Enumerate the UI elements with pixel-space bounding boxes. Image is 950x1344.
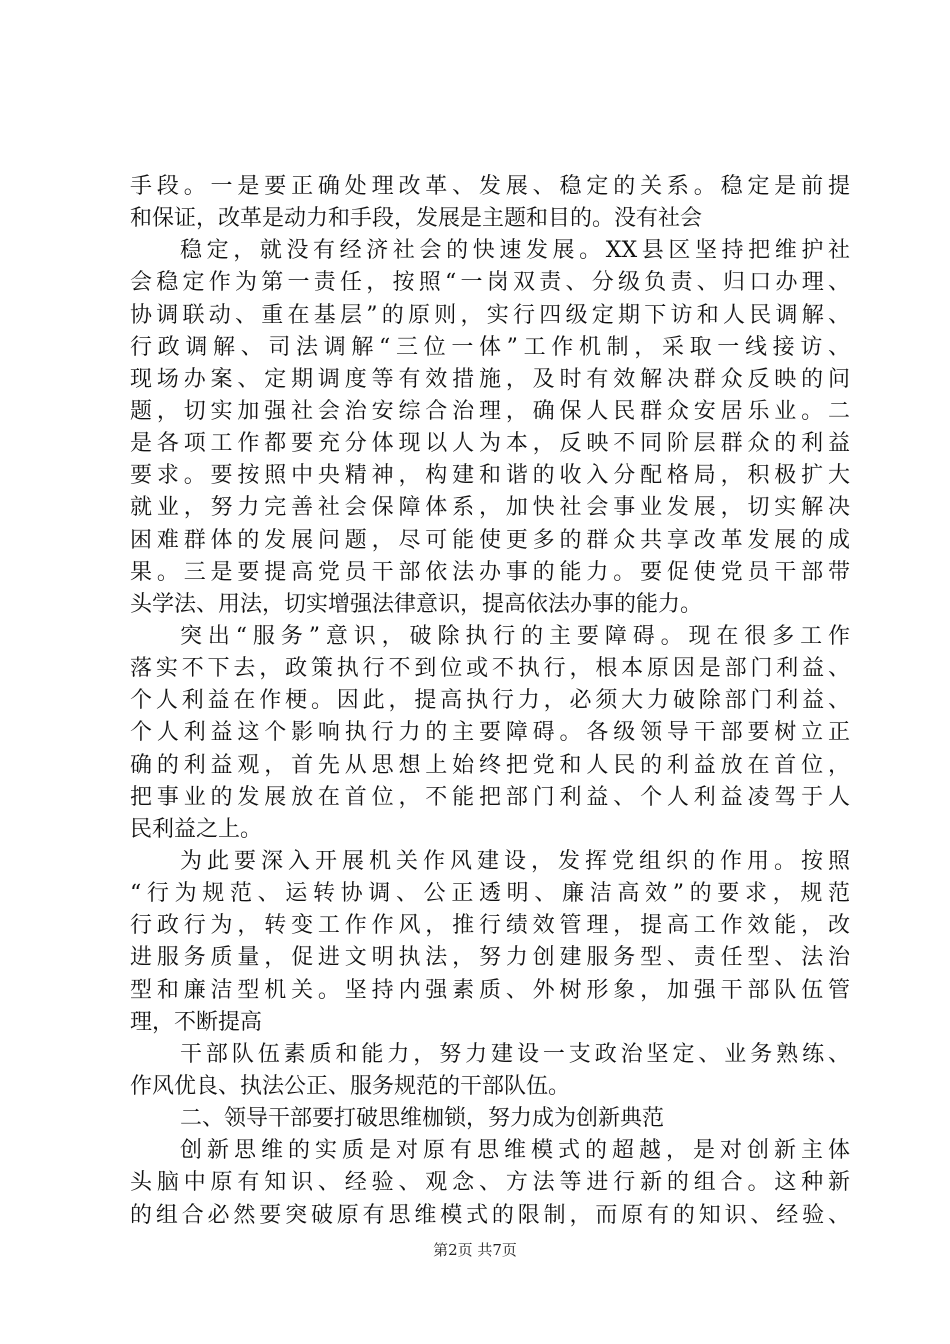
text-line: 的组合必然要突破原有思维模式的限制，而原有的知识、经验、 bbox=[130, 1202, 850, 1228]
text-line: 题，切实加强社会治安综合治理，确保人民群众安居乐业。二 bbox=[130, 398, 850, 424]
text-line: 协调联动、重在基层”的原则，实行四级定期下访和人民调解、 bbox=[130, 302, 850, 328]
text-line: 二、领导干部要打破思维枷锁，努力成为创新典范 bbox=[180, 1106, 665, 1132]
text-line: 现场办案、定期调度等有效措施，及时有效解决群众反映的问 bbox=[130, 366, 850, 392]
page-footer: 第2页 共7页 bbox=[433, 1241, 517, 1259]
text-line: 个人利益这个影响执行力的主要障碍。各级领导干部要树立正 bbox=[130, 720, 850, 746]
text-line: 行政调解、司法调解“三位一体”工作机制，采取一线接访、 bbox=[130, 334, 850, 360]
text-line: 会稳定作为第一责任，按照“一岗双责、分级负责、归口办理、 bbox=[130, 270, 850, 296]
text-line: 是各项工作都要充分体现以人为本，反映不同阶层群众的利益 bbox=[130, 431, 850, 457]
text-line: 把事业的发展放在首位，不能把部门利益、个人利益凌驾于人 bbox=[130, 784, 850, 810]
text-line: “行为规范、运转协调、公正透明、廉洁高效”的要求，规范 bbox=[130, 881, 850, 907]
text-line: 为此要深入开展机关作风建设，发挥党组织的作用。按照 bbox=[180, 848, 850, 874]
text-line: 干部队伍素质和能力，努力建设一支政治坚定、业务熟练、 bbox=[180, 1041, 850, 1067]
text-line: 进服务质量，促进文明执法，努力创建服务型、责任型、法治 bbox=[130, 945, 850, 971]
text-line: 手段。一是要正确处理改革、发展、稳定的关系。稳定是前提 bbox=[130, 174, 850, 199]
text-line: 果。三是要提高党员干部依法办事的能力。要促使党员干部带 bbox=[130, 559, 850, 585]
text-line: 和保证，改革是动力和手段，发展是主题和目的。没有社会 bbox=[130, 206, 703, 232]
document-body bbox=[130, 171, 850, 1232]
text-line: 头脑中原有知识、经验、观念、方法等进行新的组合。这种新 bbox=[130, 1170, 850, 1196]
text-line: 落实不下去，政策执行不到位或不执行，根本原因是部门利益、 bbox=[130, 656, 850, 682]
text-line: 就业，努力完善社会保障体系，加快社会事业发展，切实解决 bbox=[130, 495, 850, 521]
text-line: 突出“服务”意识，破除执行的主要障碍。现在很多工作 bbox=[180, 623, 850, 649]
text-line: 理，不断提高 bbox=[130, 1009, 263, 1035]
text-line: 困难群体的发展问题，尽可能使更多的群众共享改革发展的成 bbox=[130, 527, 850, 553]
text-line: 稳定，就没有经济社会的快速发展。XX县区坚持把维护社 bbox=[180, 238, 850, 264]
text-line: 型和廉洁型机关。坚持内强素质、外树形象，加强干部队伍管 bbox=[130, 977, 850, 1003]
text-line: 民利益之上。 bbox=[130, 816, 263, 842]
text-line: 作风优良、执法公正、服务规范的干部队伍。 bbox=[130, 1073, 571, 1099]
text-line: 头学法、用法，切实增强法律意识，提高依法办事的能力。 bbox=[130, 591, 703, 617]
text-line: 创新思维的实质是对原有思维模式的超越，是对创新主体 bbox=[180, 1138, 850, 1164]
text-line: 行政行为，转变工作作风，推行绩效管理，提高工作效能，改 bbox=[130, 913, 850, 939]
text-line: 个人利益在作梗。因此，提高执行力，必须大力破除部门利益、 bbox=[130, 688, 850, 714]
text-line: 确的利益观，首先从思想上始终把党和人民的利益放在首位， bbox=[130, 752, 850, 778]
text-line: 要求。要按照中央精神，构建和谐的收入分配格局，积极扩大 bbox=[130, 463, 850, 489]
